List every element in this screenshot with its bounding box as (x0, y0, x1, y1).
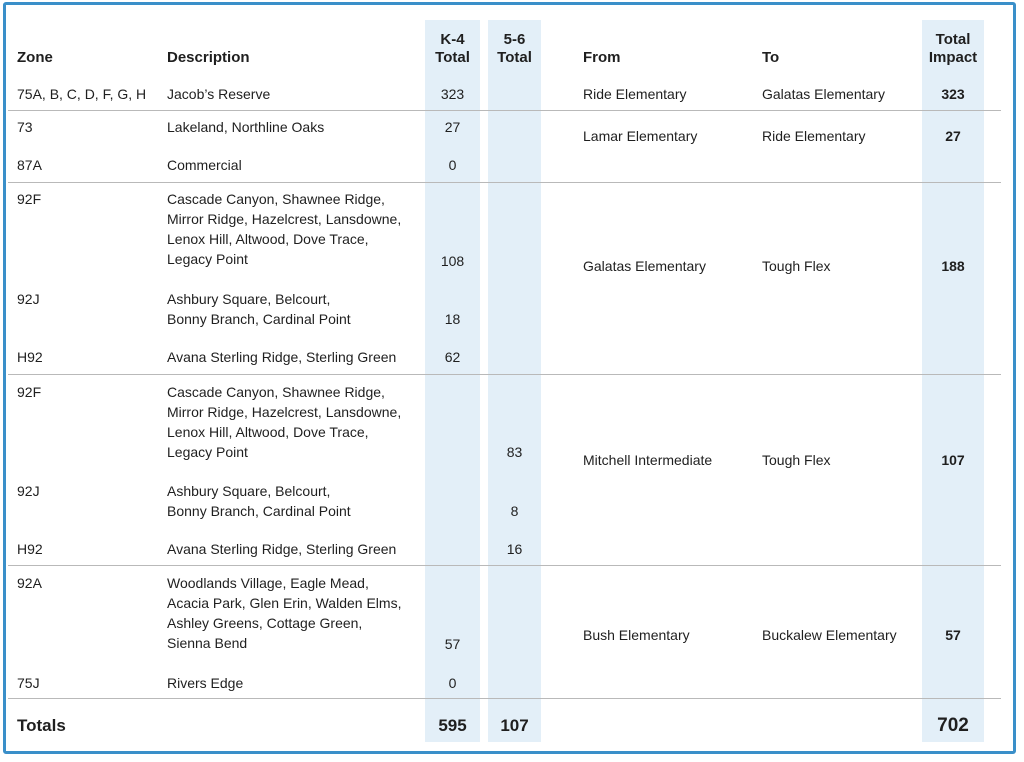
description-cell: Avana Sterling Ridge, Sterling Green (167, 541, 397, 557)
to-cell: Buckalew Elementary (762, 627, 897, 643)
impact-cell: 188 (941, 258, 965, 274)
header-description: Description (167, 49, 250, 66)
zone-cell: 92F (17, 384, 42, 400)
zone-cell: 75J (17, 675, 40, 691)
impact-cell: 107 (941, 452, 965, 468)
zone-cell: 92J (17, 483, 40, 499)
description-cell: Lakeland, Northline Oaks (167, 119, 325, 135)
description-cell: Commercial (167, 157, 242, 173)
to-cell: Galatas Elementary (762, 86, 885, 102)
totals-k4: 595 (438, 716, 467, 735)
header-from: From (583, 49, 621, 66)
zone-cell: 92A (17, 575, 42, 591)
zone-cell: H92 (17, 349, 43, 365)
description-cell: Jacob’s Reserve (167, 86, 271, 102)
to-cell: Ride Elementary (762, 128, 866, 144)
description-cell: Cascade Canyon, Shawnee Ridge, Mirror Ridge, Hazelcrest, Lansdowne, Lenox Hill, Altwood, Dove Trace, Legacy Point (167, 384, 402, 460)
header-total-impact: Total Impact (928, 31, 978, 66)
zone-cell: 92J (17, 291, 40, 307)
k4-cell: 27 (444, 119, 461, 135)
g56-column-band (488, 20, 541, 742)
k4-cell: 108 (440, 253, 465, 269)
row-divider (8, 565, 1001, 566)
header-zone: Zone (17, 49, 53, 66)
row-divider (8, 374, 1001, 375)
description-cell: Woodlands Village, Eagle Mead, Acacia Park, Glen Erin, Walden Elms, Ashley Greens, Cottage Green, Sienna Bend (167, 575, 402, 651)
description-cell: Rivers Edge (167, 675, 244, 691)
zone-cell: 73 (17, 119, 33, 135)
totals-g56: 107 (500, 716, 529, 735)
g56-cell: 8 (510, 503, 519, 519)
from-cell: Lamar Elementary (583, 128, 698, 144)
header-g56-total: 5-6 Total (497, 31, 532, 66)
description-cell: Cascade Canyon, Shawnee Ridge, Mirror Ridge, Hazelcrest, Lansdowne, Lenox Hill, Altwood, Dove Trace, Legacy Point (167, 191, 402, 267)
description-cell: Ashbury Square, Belcourt, Bonny Branch, Cardinal Point (167, 291, 351, 327)
to-cell: Tough Flex (762, 258, 831, 274)
k4-cell: 57 (444, 636, 461, 652)
impact-cell: 323 (941, 86, 965, 102)
from-cell: Galatas Elementary (583, 258, 706, 274)
totals-label: Totals (17, 716, 66, 735)
row-divider (8, 110, 1001, 111)
row-divider (8, 182, 1001, 183)
totals-impact: 702 (937, 715, 969, 736)
zone-cell: 75A, B, C, D, F, G, H (17, 86, 147, 102)
header-to: To (762, 49, 780, 66)
k4-cell: 62 (444, 349, 461, 365)
k4-cell: 0 (448, 675, 457, 691)
impact-cell: 27 (945, 128, 961, 144)
k4-cell: 323 (440, 86, 465, 102)
g56-cell: 83 (506, 444, 523, 460)
from-cell: Bush Elementary (583, 627, 690, 643)
impact-cell: 57 (945, 627, 961, 643)
description-cell: Ashbury Square, Belcourt, Bonny Branch, Cardinal Point (167, 483, 351, 519)
k4-cell: 0 (448, 157, 457, 173)
row-divider (8, 698, 1001, 699)
k4-cell: 18 (444, 311, 461, 327)
from-cell: Mitchell Intermediate (583, 452, 713, 468)
to-cell: Tough Flex (762, 452, 831, 468)
header-k4-total: K-4 Total (435, 31, 470, 66)
zone-cell: 92F (17, 191, 42, 207)
g56-cell: 16 (506, 541, 523, 557)
from-cell: Ride Elementary (583, 86, 687, 102)
description-cell: Avana Sterling Ridge, Sterling Green (167, 349, 397, 365)
zone-cell: H92 (17, 541, 43, 557)
zone-cell: 87A (17, 157, 42, 173)
